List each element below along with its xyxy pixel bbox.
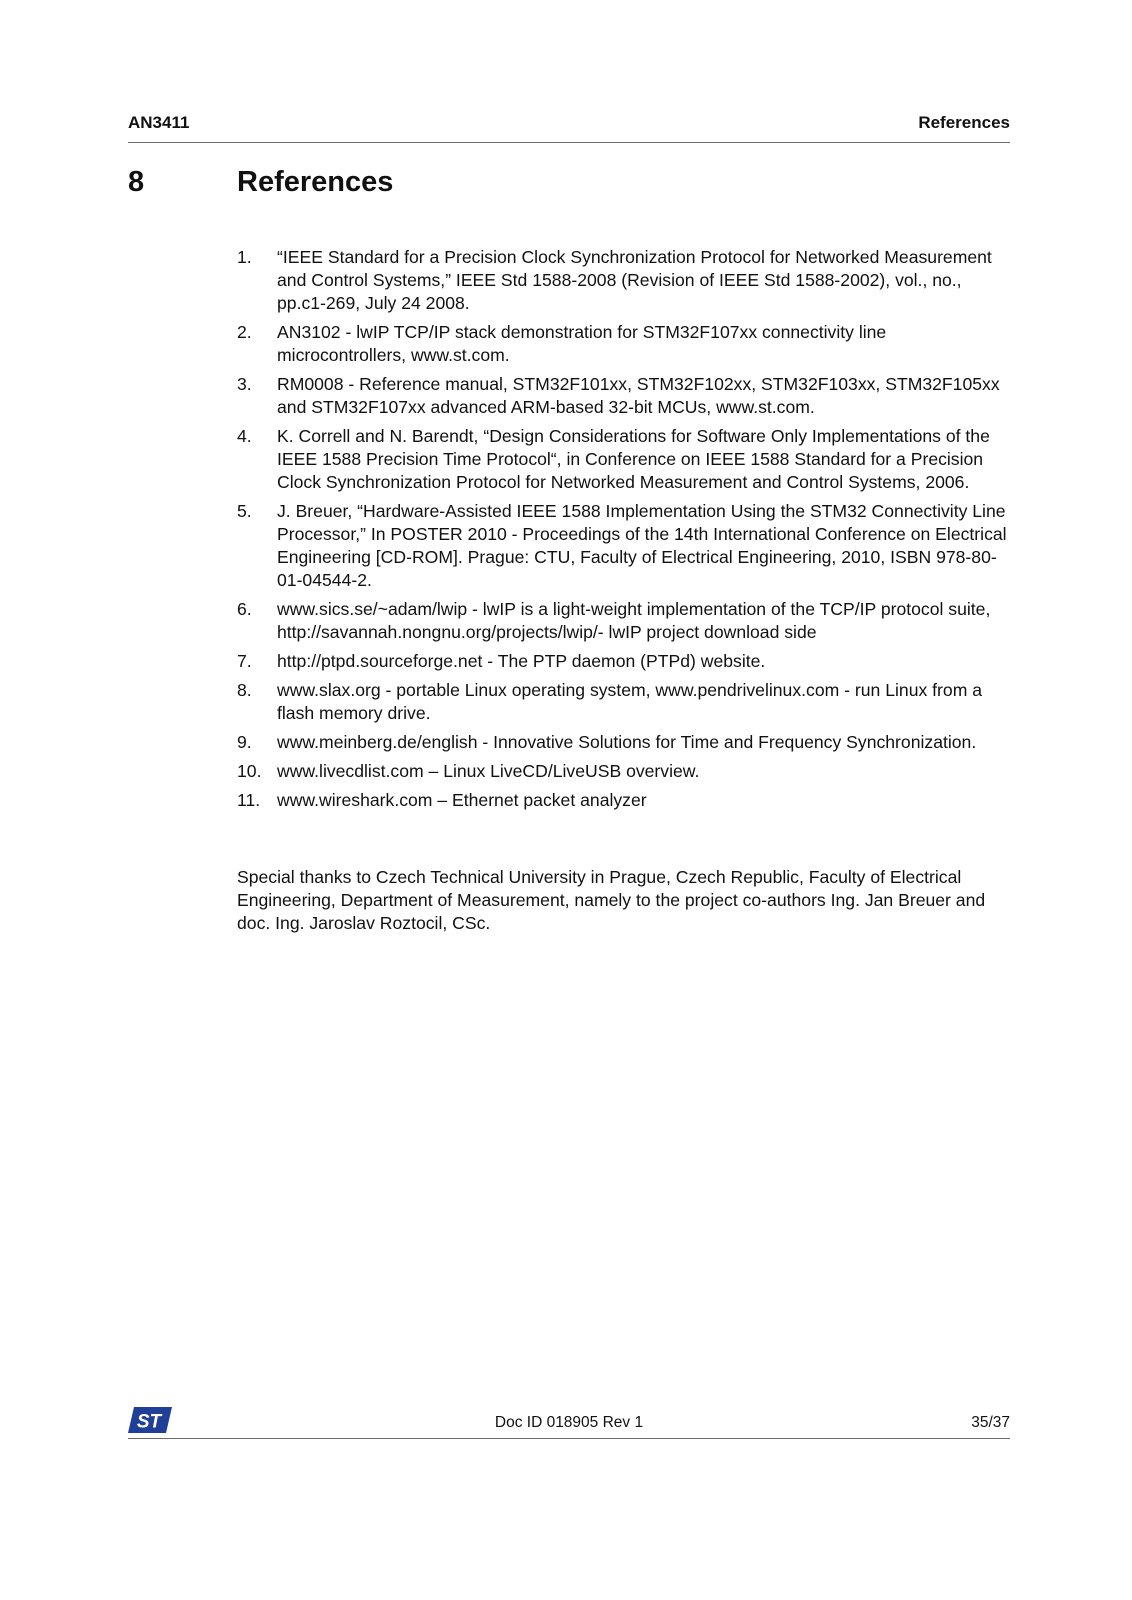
reference-number: 10.	[237, 761, 262, 781]
section-number: 8	[128, 166, 145, 198]
reference-text: www.meinberg.de/english - Innovative Solutions for Time and Frequency Synchronization.	[277, 732, 977, 752]
reference-text: RM0008 - Reference manual, STM32F101xx, STM32F102xx, STM32F103xx, STM32F105xx and STM32F107xx advanced ARM-based 32-bit MCUs, www.st.com.	[277, 374, 1000, 417]
logo-lettering: ST	[136, 1411, 162, 1433]
reference-item	[237, 731, 1012, 754]
reference-text: K. Correll and N. Barendt, “Design Considerations for Software Only Implementations of the IEEE 1588 Precision Time Protocol“, in Conference on IEEE 1588 Standard for a Precision Clock Synchronization Protocol for Networked Measurement and Control Systems, 2006.	[277, 426, 990, 492]
reference-number: 11.	[237, 790, 261, 810]
document-id: Doc ID 018905 Rev 1	[494, 1414, 644, 1431]
page-footer	[128, 1406, 1010, 1439]
reference-item	[237, 679, 1012, 725]
reference-number: 2.	[237, 322, 252, 342]
reference-text: http://ptpd.sourceforge.net - The PTP daemon (PTPd) website.	[277, 651, 766, 671]
reference-number: 6.	[237, 599, 252, 619]
reference-number: 5.	[237, 501, 252, 521]
reference-number: 8.	[237, 680, 252, 700]
reference-list	[237, 246, 1012, 818]
acknowledgement-paragraph: Special thanks to Czech Technical University in Prague, Czech Republic, Faculty of Electrical Engineering, Department of Measurement, namely to the project co-authors Ing. Jan Breuer and doc. Ing. Jaroslav Roztocil, CSc.	[237, 867, 986, 933]
reference-item	[237, 760, 1012, 783]
document-code: AN3411	[128, 113, 190, 132]
page-number: 35/37	[971, 1414, 1010, 1431]
header-section-label: References	[918, 113, 1010, 132]
section-title: References	[237, 166, 394, 198]
reference-item	[237, 425, 1012, 494]
reference-text: “IEEE Standard for a Precision Clock Synchronization Protocol for Networked Measurement and Control Systems,” IEEE Std 1588-2008 (Revision of IEEE Std 1588-2002), vol., no., pp.c1-269, July 24 2008.	[277, 247, 992, 313]
reference-item	[237, 373, 1012, 419]
reference-text: AN3102 - lwIP TCP/IP stack demonstration for STM32F107xx connectivity line microcontrollers, www.st.com.	[277, 322, 887, 365]
reference-item	[237, 598, 1012, 644]
reference-item	[237, 650, 1012, 673]
reference-item	[237, 789, 1012, 812]
page-header	[128, 110, 1010, 143]
reference-text: www.wireshark.com – Ethernet packet analyzer	[277, 790, 647, 810]
reference-item	[237, 246, 1012, 315]
reference-text: www.sics.se/~adam/lwip - lwIP is a light-weight implementation of the TCP/IP protocol suite, http://savannah.nongnu.org/projects/lwip/- lwIP project download side	[277, 599, 991, 642]
reference-number: 7.	[237, 651, 252, 671]
reference-number: 4.	[237, 426, 252, 446]
reference-number: 9.	[237, 732, 252, 752]
reference-text: www.slax.org - portable Linux operating system, www.pendrivelinux.com - run Linux from a flash memory drive.	[277, 680, 983, 723]
reference-text: www.livecdlist.com – Linux LiveCD/LiveUSB overview.	[277, 761, 700, 781]
reference-item	[237, 500, 1012, 592]
reference-number: 1.	[237, 247, 252, 267]
reference-item	[237, 321, 1012, 367]
reference-text: J. Breuer, “Hardware-Assisted IEEE 1588 Implementation Using the STM32 Connectivity Line Processor,” In POSTER 2010 - Proceedings of the 14th International Conference on Electrical Engineering [CD-ROM]. Prague: CTU, Faculty of Electrical Engineering, 2010, ISBN 978-80-01-04544-2.	[277, 501, 1007, 590]
reference-number: 3.	[237, 374, 252, 394]
